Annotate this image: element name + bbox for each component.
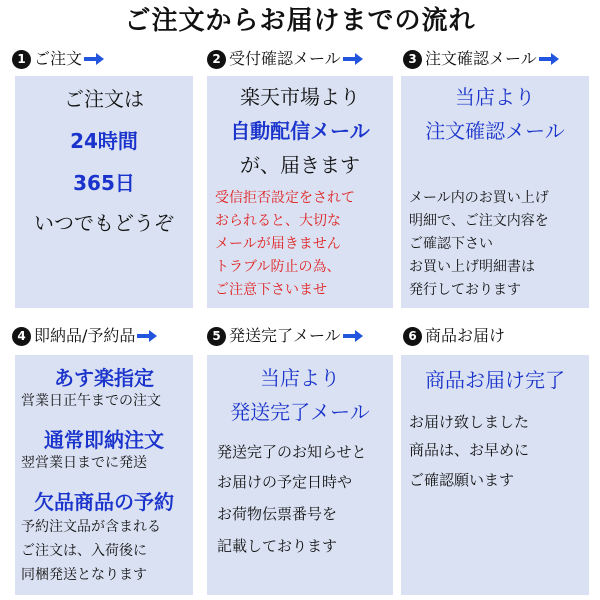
step-2-label: 受付確認メール [229,49,341,68]
step-6-number: 6 [403,327,422,346]
step-1-line: いつでもどうぞ [34,211,174,235]
step-5-line: 当店より [260,366,340,390]
step-5-line: 発送完了メール [230,400,370,424]
step-4-group-line: 翌営業日までに発送 [21,455,147,471]
step-1-label: ご注文 [34,49,83,68]
step-2-note: トラブル防止の為、 [215,259,341,275]
step-4-group-line: 営業日正午までの注文 [21,393,161,409]
step-4-group-title: 欠品商品の予約 [34,490,174,514]
step-2-note: ご注意下さいませ [215,282,327,298]
step-3-label: 注文確認メール [425,49,537,68]
step-4-group-title: 通常即納注文 [44,428,164,452]
step-2-line: 楽天市場より [240,85,360,109]
page-title: ご注文からお届けまでの流れ [124,6,476,36]
step-5-number: 5 [207,327,226,346]
step-3-line: 注文確認メール [425,119,565,143]
step-1-number: 1 [12,50,31,69]
step-5-note: 発送完了のお知らせと [217,443,367,461]
step-5-note: 記載しております [217,537,338,555]
step-2-line: が、届きます [240,153,360,177]
step-3-note: ご確認下さい [409,236,493,252]
step-2-note: おられると、大切な [215,213,341,229]
step-2-note: メールが届きません [215,236,341,252]
step-5-label: 発送完了メール [229,326,341,345]
step-1-line: 365日 [73,171,135,195]
arrow-right-icon [539,53,559,65]
step-2-note: 受信拒否設定をされて [215,190,355,206]
step-5-box [207,355,393,595]
step-3-number: 3 [403,50,422,69]
step-1-box [15,76,193,308]
arrow-right-icon [343,53,363,65]
step-4-group-line: 予約注文品が含まれる [21,519,161,535]
step-4-label: 即納品/予約品 [34,326,136,345]
step-6-box [401,355,589,595]
step-2-heading [207,46,363,72]
step-6-note: ご確認願います [409,471,515,489]
step-4-heading [12,323,157,349]
step-4-box [15,355,193,595]
step-6-heading [403,323,505,349]
step-1-heading [12,46,104,72]
step-1-line: 24時間 [70,129,138,153]
step-6-note: 商品は、お早めに [409,441,530,459]
step-3-box [401,76,589,308]
step-2-line: 自動配信メール [230,119,370,143]
step-3-note: 明細で、ご注文内容を [409,213,549,229]
step-6-label: 商品お届け [425,326,506,345]
step-5-heading [207,323,363,349]
step-6-note: お届け致しました [409,413,530,431]
step-4-number: 4 [12,327,31,346]
step-3-note: お買い上げ明細書は [409,259,535,275]
arrow-right-icon [84,53,104,65]
step-3-note: 発行しております [409,282,521,298]
arrow-right-icon [137,330,157,342]
step-5-note: お届けの予定日時や [217,473,353,491]
arrow-right-icon [343,330,363,342]
step-6-line: 商品お届け完了 [425,368,565,392]
step-3-heading [403,46,559,72]
step-4-group-line: ご注文は、入荷後に [21,543,147,559]
step-2-box [207,76,393,308]
step-3-line: 当店より [455,85,535,109]
step-4-group-line: 同梱発送となります [21,567,147,583]
step-4-group-title: あす楽指定 [54,366,154,390]
step-1-line: ご注文は [64,87,144,111]
step-5-note: お荷物伝票番号を [217,505,338,523]
step-2-number: 2 [207,50,226,69]
step-3-note: メール内のお買い上げ [409,190,549,206]
